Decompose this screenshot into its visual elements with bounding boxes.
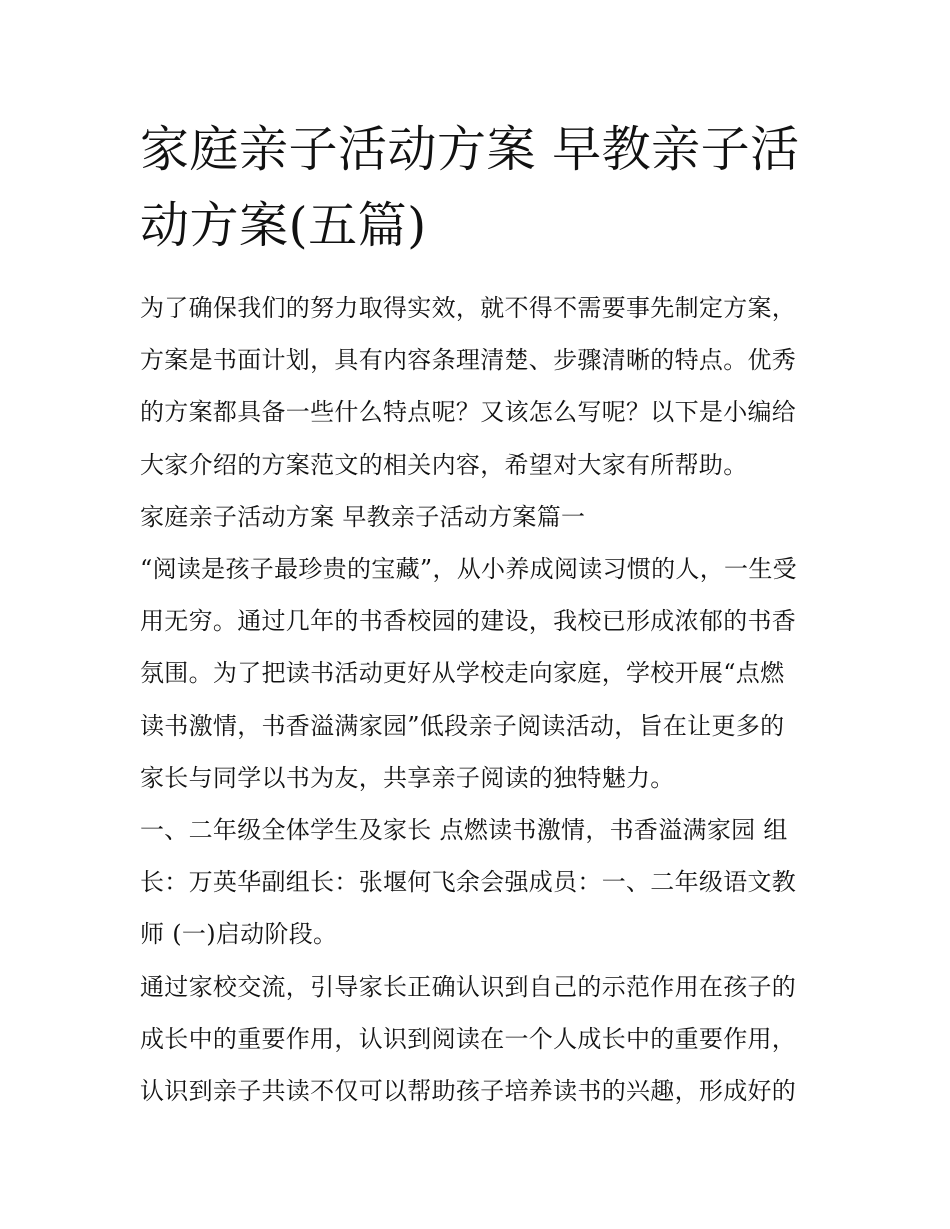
- text-line: “阅读是孩子最珍贵的宝藏”，从小养成阅读习惯的人，一生受: [140, 555, 797, 584]
- title-line: 动方案(五篇): [140, 197, 427, 254]
- text-line: 大家介绍的方案范文的相关内容，希望对大家有所帮助。: [140, 450, 748, 479]
- text-line: 通过家校交流，引导家长正确认识到自己的示范作用在孩子的: [140, 972, 797, 1001]
- text-line: 氛围。为了把读书活动更好从学校走向家庭，学校开展“点燃: [140, 659, 785, 688]
- text-line: 方案是书面计划，具有内容条理清楚、步骤清晰的特点。优秀: [140, 346, 797, 375]
- document-body: [140, 282, 815, 1117]
- document-title: [140, 112, 815, 264]
- text-line: 长：万英华副组长：张堰何飞余会强成员：一、二年级语文教: [140, 868, 797, 897]
- text-line: 家长与同学以书为友，共享亲子阅读的独特魅力。: [140, 763, 675, 792]
- document-page: [140, 112, 815, 1117]
- text-line: 的方案都具备一些什么特点呢？又该怎么写呢？以下是小编给: [140, 398, 797, 427]
- text-line: 为了确保我们的努力取得实效，就不得不需要事先制定方案，: [140, 294, 797, 322]
- section-heading: 家庭亲子活动方案 早教亲子活动方案篇一: [140, 502, 586, 531]
- title-line: 家庭亲子活动方案 早教亲子活: [140, 121, 800, 178]
- text-line: 成长中的重要作用，认识到阅读在一个人成长中的重要作用，: [140, 1024, 797, 1053]
- text-line: 师 (一)启动阶段。: [140, 920, 338, 949]
- text-line: 一、二年级全体学生及家长 点燃读书激情，书香溢满家园 组: [140, 816, 788, 845]
- text-line: 读书激情，书香溢满家园”低段亲子阅读活动，旨在让更多的: [140, 711, 785, 740]
- text-line: 用无穷。通过几年的书香校园的建设，我校已形成浓郁的书香: [140, 607, 797, 636]
- text-line: 认识到亲子共读不仅可以帮助孩子培养读书的兴趣，形成好的: [140, 1077, 797, 1106]
